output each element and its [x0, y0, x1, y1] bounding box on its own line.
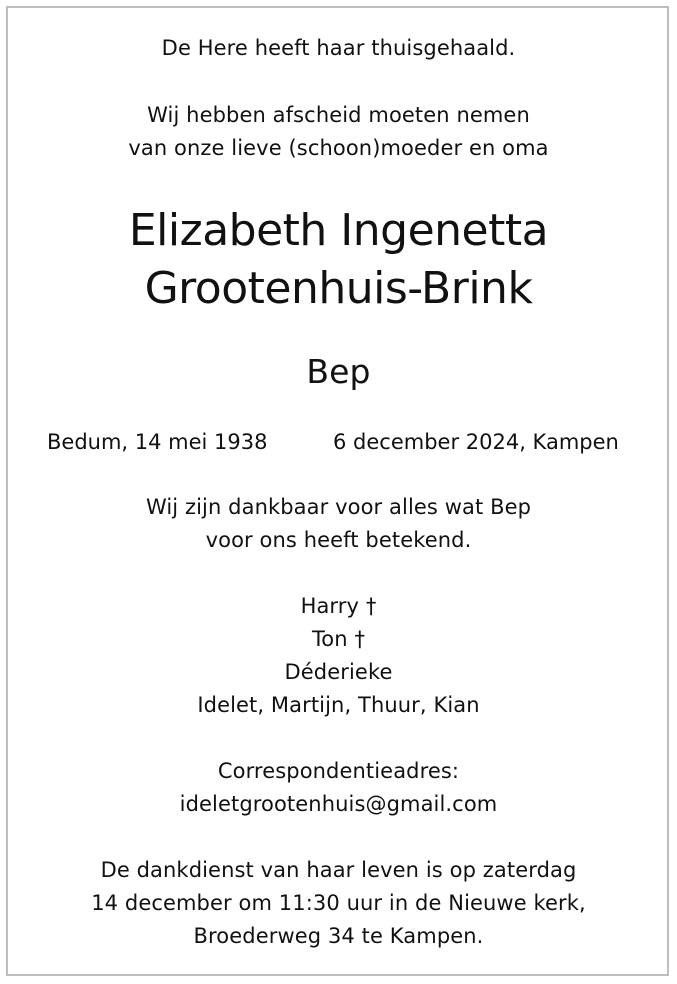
family-member-3: Déderieke	[284, 660, 393, 684]
correspondence-label: Correspondentieadres:	[217, 759, 460, 783]
family-member-4: Idelet, Martijn, Thuur, Kian	[197, 693, 480, 717]
deceased-name-line-2: Grootenhuis-Brink	[144, 263, 533, 314]
service-line-3: Broederweg 34 te Kampen.	[193, 924, 484, 948]
gratitude-line-2: voor ons heeft betekend.	[205, 528, 472, 552]
farewell-line-1: Wij hebben afscheid moeten nemen	[147, 103, 530, 127]
birth-date-place: Bedum, 14 mei 1938	[47, 430, 268, 454]
correspondence-email: ideletgrootenhuis@gmail.com	[179, 792, 498, 816]
death-date-place: 6 december 2024, Kampen	[333, 430, 619, 454]
farewell-line-2: van onze lieve (schoon)moeder en oma	[128, 136, 549, 160]
deceased-name-line-1: Elizabeth Ingenetta	[128, 205, 549, 256]
service-line-2: 14 december om 11:30 uur in de Nieuwe kerk,	[91, 891, 586, 915]
service-line-1: De dankdienst van haar leven is op zaterdag	[100, 858, 577, 882]
family-member-2: Ton †	[311, 627, 366, 651]
intro-text: De Here heeft haar thuisgehaald.	[161, 36, 516, 60]
deceased-nickname: Bep	[306, 352, 371, 391]
family-member-1: Harry †	[300, 594, 377, 618]
gratitude-line-1: Wij zijn dankbaar voor alles wat Bep	[145, 495, 532, 519]
